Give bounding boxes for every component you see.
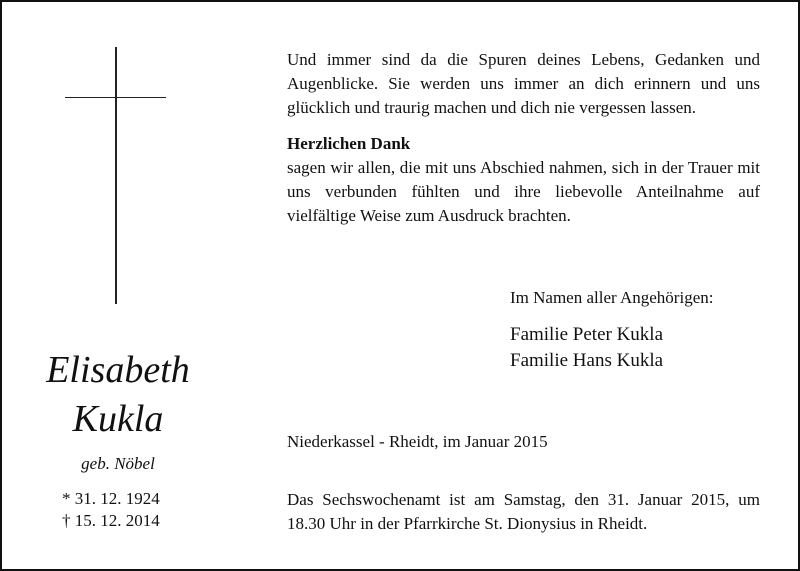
cross-icon-bar: [65, 97, 166, 98]
cross-icon: [115, 47, 117, 304]
death-date: † 15. 12. 2014: [62, 511, 160, 530]
service-notice: Das Sechswochenamt ist am Samstag, den 31. Januar 2015, um 18.30 Uhr in der Pfarrkirche St. Dionysius in Rheidt.: [287, 490, 760, 533]
maiden-name: geb. Nöbel: [81, 454, 155, 473]
birth-date: * 31. 12. 1924: [62, 489, 160, 508]
thanks-heading: Herzlichen Dank: [287, 134, 411, 153]
deceased-last-name: Kukla: [72, 398, 164, 440]
life-dates: [62, 488, 160, 532]
deceased-first-name: Elisabeth: [46, 349, 190, 391]
family-signature: Familie Peter Kukla: [510, 324, 664, 345]
family-signature: Familie Hans Kukla: [510, 350, 664, 371]
thanks-paragraph: [287, 132, 760, 228]
thanks-body: sagen wir allen, die mit uns Abschied nahmen, sich in der Trauer mit uns verbunden fühlten und ihre liebevolle Anteilnahme auf vielfältige Weise zum Ausdruck brachten.: [287, 158, 760, 225]
place-date: Niederkassel - Rheidt, im Januar 2015: [287, 432, 548, 451]
family-signatures: [510, 322, 663, 374]
signature-intro: Im Namen aller Angehörigen:: [510, 288, 714, 307]
verse-paragraph: Und immer sind da die Spuren deines Lebens, Gedanken und Augenblicke. Sie werden uns immer an dich erinnern und uns glücklich und traurig machen und dich nie vergessen lassen.: [287, 50, 760, 117]
